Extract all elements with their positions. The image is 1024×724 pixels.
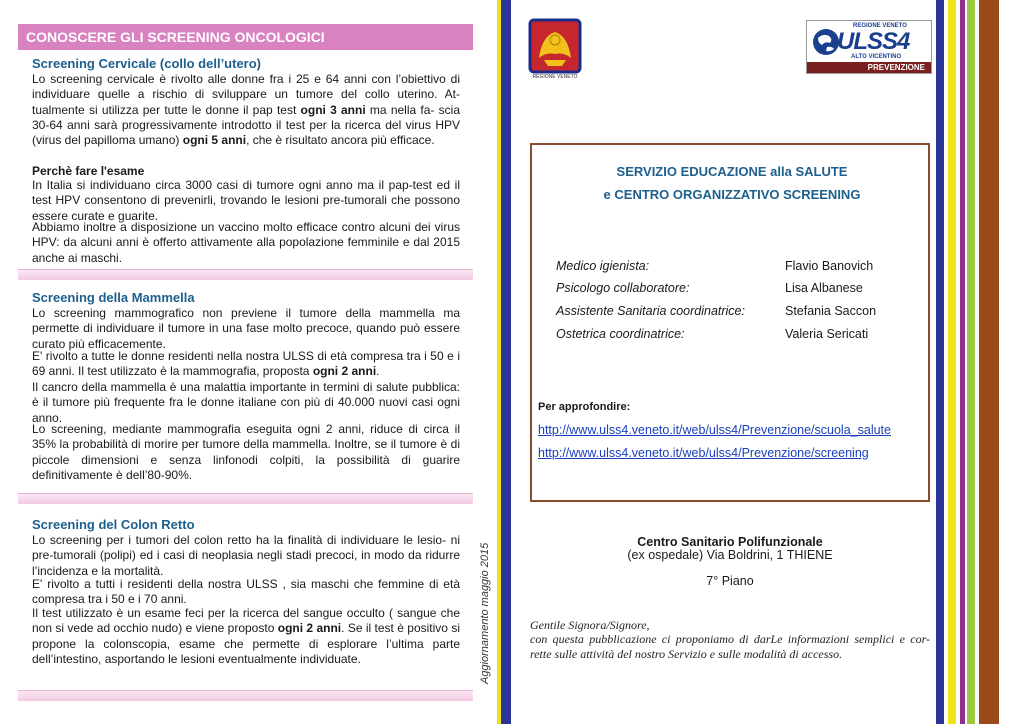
update-note-text: Aggiornamento maggio 2015 <box>479 542 491 684</box>
section-divider <box>18 269 473 280</box>
mammella-text-run-bold: ogni 2 anni <box>312 364 377 379</box>
mammella-paragraph-2 <box>32 349 460 380</box>
section-divider <box>18 493 473 504</box>
cervicale-title: Screening Cervicale (collo dell’utero) <box>32 56 262 71</box>
colon-title: Screening del Colon Retto <box>32 517 195 532</box>
service-info-box <box>530 143 930 502</box>
colon-text-run: . Se il test è positivo si propone la colonscopia, esame che permette di esplorare l’ultima parte dell’intestino, asportando le lesioni eventualmente individuate. <box>32 621 460 666</box>
staff-role-2: Psicologo collaboratore: <box>556 281 690 295</box>
stripe-brown <box>979 0 999 724</box>
staff-name-2: Lisa Albanese <box>785 281 863 295</box>
cervicale-text-run: Lo screening cervicale è rivolto alle donne fra i 25 e 64 anni con l’obiettivo di individuare quelle a rischio di sviluppare un tumore del collo uterino. At- tualmente si utilizza per tutte le donne il pap test <box>32 72 460 117</box>
cervicale-paragraph-1 <box>32 72 460 148</box>
staff-role-1-text: Medico igienista: <box>556 259 650 273</box>
mammella-text-run: E' rivolto a tutte le donne residenti nella nostra ULSS di età compresa tra i 50 e i 69 anni. Il test utilizzato è la mammografia, proposta <box>32 349 460 379</box>
colon-paragraph-2: E' rivolto a tutti i residenti della nostra ULSS , sia maschi che femmine di età compresa tra i 50 e i 70 anni. <box>32 577 460 607</box>
staff-role-4: Ostetrica coordinatrice: <box>556 327 685 341</box>
colon-text-run-bold: ogni 2 anni <box>277 621 342 636</box>
lion-emblem-icon <box>524 18 586 82</box>
staff-name-4: Valeria Sericati <box>785 327 869 341</box>
section-header <box>18 24 473 50</box>
staff-name-3: Stefania Saccon <box>785 304 877 318</box>
box-title-2: e CENTRO ORGANIZZATIVO SCREENING <box>603 187 861 202</box>
link-screening[interactable]: http://www.ulss4.veneto.it/web/ulss4/Prevenzione/screening <box>538 446 869 460</box>
centre-name: Centro Sanitario Polifunzionale <box>637 535 823 549</box>
mammella-paragraph-4: Lo screening, mediante mammografia eseguita ogni 2 anni, riduce di circa il 35% la probabilità di morire per tumore della mammella. Inoltre, se il tumore è di piccole dimensioni e senza linfonodi colpiti, la possibilità di guarire definitivamente è dell’80-90%. <box>32 422 460 482</box>
mammella-title: Screening della Mammella <box>32 290 195 305</box>
logo-ulss4: ULSS4 <box>837 28 910 55</box>
centre-floor: 7° Piano <box>706 574 754 588</box>
cervicale-paragraph-3: Abbiamo inoltre a disposizione un vaccino molto efficace contro alcuni dei virus HPV: da alcuni anni è offerto attivamente alla popolazione femminile e dal 2015 anche ai maschi. <box>32 220 460 265</box>
stripe-navy-left <box>501 0 511 724</box>
ulss4-logo <box>806 20 932 74</box>
mammella-paragraph-3: Il cancro della mammella è una malattia importante in termini di salute pubblica: è il tumore più frequente fra le donne italiane con più di 40.000 nuovi casi ogni anno. <box>32 380 460 425</box>
greeting-body: con questa pubblicazione ci proponiamo di darLe informazioni semplici e cor- rette sulle attività del nostro Servizio e sulle modalità di accesso. <box>530 632 930 661</box>
stripe-yellow <box>948 0 956 724</box>
cervicale-paragraph-2: In Italia si individuano circa 3000 casi di tumore ogni anno ma il pap-test ed il test HPV consentono di prevenirli, trovando le lesioni pre-tumorali che possono essere curate e guarite. <box>32 178 460 223</box>
stripe-purple <box>960 0 965 724</box>
mammella-text-run: . <box>376 364 380 379</box>
approfondire-label: Per approfondire: <box>538 401 631 413</box>
colon-paragraph-1: Lo screening per i tumori del colon retto ha la finalità di individuare le lesio- ni pre-tumorali (polipi) ed i casi di neoplasia negli stadi precoci, in modo da ridurre l’incidenza e la mortalità. <box>32 533 460 578</box>
logo-caption: REGIONE VENETO <box>532 74 578 80</box>
staff-name-1: Flavio Banovich <box>785 259 874 273</box>
logo-subtitle: ALTO VICENTINO <box>851 54 902 60</box>
link-scuola-salute[interactable]: http://www.ulss4.veneto.it/web/ulss4/Prevenzione/scuola_salute <box>538 423 891 437</box>
regione-veneto-logo <box>524 18 586 82</box>
stripe-navy <box>936 0 944 724</box>
greeting-title: Gentile Signora/Signore, <box>530 618 650 632</box>
cervicale-text-run: ma nella fa- scia 30-64 anni sarà progressivamente introdotto il test per la ricerca del virus HPV (virus del papilloma umano) <box>32 102 461 148</box>
cervicale-text-run-bold: ogni 5 anni <box>182 133 247 148</box>
colon-text-run: Il test utilizzato è un esame feci per la ricerca del sangue occulto ( sangue che non si vede ad occhio nudo) e viene proposto <box>32 606 460 636</box>
staff-role-1 <box>556 259 649 273</box>
centre-address: (ex ospedale) Via Boldrini, 1 THIENE <box>627 548 833 562</box>
box-title-1: SERVIZIO EDUCAZIONE alla SALUTE <box>616 164 848 179</box>
logo-region: REGIONE VENETO <box>853 23 907 29</box>
logo-band <box>807 62 931 73</box>
section-divider <box>18 690 473 701</box>
stripe-green <box>967 0 975 724</box>
cervicale-text-run-bold: ogni 3 anni <box>300 102 366 117</box>
mammella-paragraph-1: Lo screening mammografico non previene il tumore della mammella ma permette di individuare il tumore in una fase molto precoce, quando può essere curato più efficacemente. <box>32 306 460 351</box>
colon-paragraph-3 <box>32 606 460 667</box>
cervicale-text-run: , che è risultato ancora più efficace. <box>246 133 435 148</box>
staff-role-3: Assistente Sanitaria coordinatrice: <box>556 304 745 318</box>
logo-band-text: PREVENZIONE <box>867 63 925 72</box>
section-header-text: CONOSCERE GLI SCREENING ONCOLOGICI <box>26 29 325 45</box>
cervicale-why-title: Perchè fare l'esame <box>32 164 145 178</box>
